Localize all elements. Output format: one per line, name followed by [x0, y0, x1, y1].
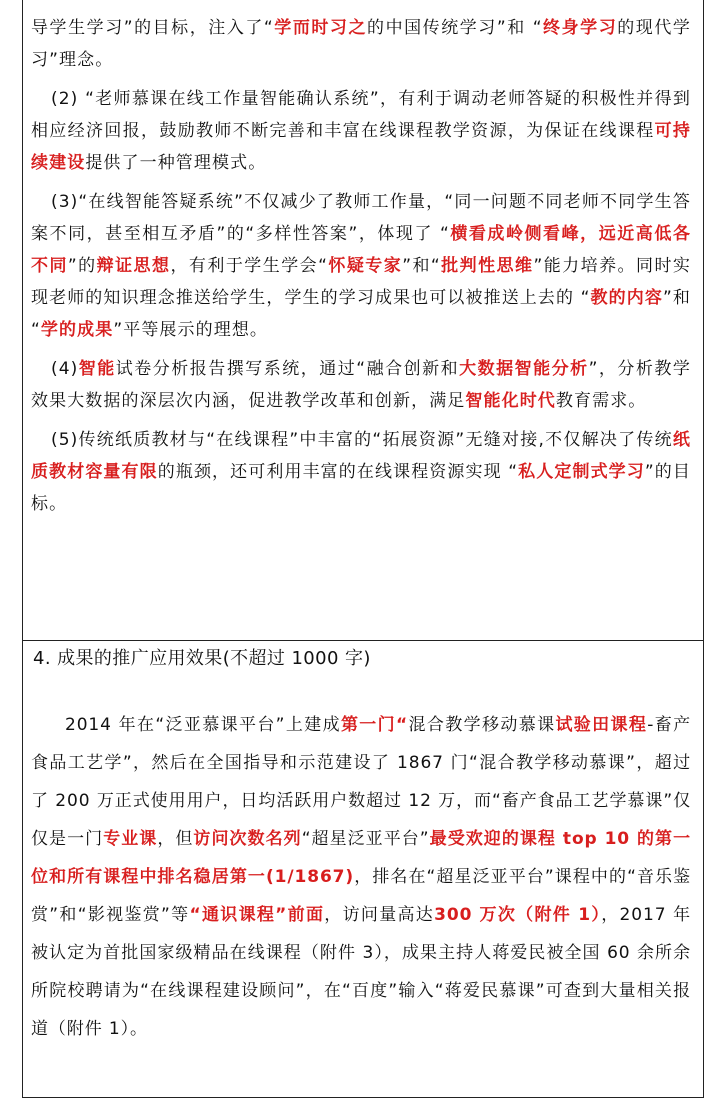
section-divider	[22, 640, 703, 641]
highlighted-phrase: 最受欢迎的课程 top 10 的第一位和所有课程中排名稳居第一(1/1867)	[31, 829, 691, 887]
highlighted-phrase: 终身学习	[542, 18, 618, 38]
highlighted-phrase: 300 万次（附件 1）	[434, 905, 602, 925]
section-heading: 4. 成果的推广应用效果(不超过 1000 字)	[33, 648, 371, 669]
highlighted-phrase: 可持续建设	[31, 121, 692, 173]
highlighted-phrase: 纸质教材容量有限	[31, 430, 691, 482]
highlighted-phrase: 辩证思想	[96, 256, 171, 276]
section-promotion	[31, 706, 691, 1048]
paragraph-exam-analysis: (4)智能试卷分析报告撰写系统，通过“融合创新和大数据智能分析”，分析教学效果大数据的深层次内涵，促进教学改革和创新，满足智能化时代教育需求。	[31, 359, 691, 411]
paragraph-workload-system: (2) “老师慕课在线工作量智能确认系统”，有利于调动老师答疑的积极性并得到相应经济回报，鼓励教师不断完善和丰富在线课程教学资源，为保证在线课程可持续建设提供了一种管理模式。	[31, 89, 692, 173]
highlighted-phrase: 教的内容	[590, 288, 663, 308]
highlighted-phrase: 私人定制式学习	[518, 462, 645, 482]
highlighted-phrase: 智能	[78, 359, 116, 379]
paragraph-qa-system: (3)“在线智能答疑系统”不仅减少了教师工作量，“同一问题不同老师不同学生答案不同，甚至相互矛盾”的“多样性答案”，体现了 “横看成岭侧看峰，远近高低各不同”的辩证思想，有利于学生学会“怀疑专家”和“批判性思维”能力培养。同时实现老师的知识理念推送给学生，学生的学习成果也可以被推送上去的 “教的内容”和 “学的成果”平等展示的理想。	[31, 192, 691, 340]
highlighted-phrase: 学而时习之	[273, 18, 368, 38]
section-innovation	[31, 12, 691, 527]
paragraph-textbook: (5)传统纸质教材与“在线课程”中丰富的“拓展资源”无缝对接,不仅解决了传统纸质教材容量有限的瓶颈，还可利用丰富的在线课程资源实现 “私人定制式学习”的目标。	[31, 430, 692, 514]
highlighted-phrase: 怀疑专家	[328, 256, 403, 276]
highlighted-phrase: 第一门“	[340, 715, 409, 735]
highlighted-phrase: 大数据智能分析	[459, 359, 589, 379]
paragraph-goal-continued: 导学生学习”的目标，注入了“学而时习之的中国传统学习”和 “终身学习的现代学习”理念。	[31, 18, 691, 70]
highlighted-phrase: 智能化时代	[465, 391, 556, 411]
highlighted-phrase: 批判性思维	[440, 256, 534, 276]
highlighted-phrase: 试验田课程	[555, 715, 648, 735]
paragraph-promotion: 2014 年在“泛亚慕课平台”上建成第一门“混合教学移动慕课试验田课程-畜产食品工艺学”，然后在全国指导和示范建设了 1867 门“混合教学移动慕课”，超过了 200 万正式使用用户，日均活跃用户数超过 12 万，而“畜产食品工艺学慕课”仅仅是一门专业课，但访问次数名列“超星泛亚平台”最受欢迎的课程 top 10 的第一位和所有课程中排名稳居第一(1/1867)，排名在“超星泛亚平台”课程中的“音乐鉴赏”和“影视鉴赏”等“通识课程”前面，访问量高达300 万次（附件 1），2017 年被认定为首批国家级精品在线课程（附件 3），成果主持人蒋爱民被全国 60 余所余所院校聘请为“在线课程建设顾问”，在“百度”输入“蒋爱民慕课”可查到大量相关报道（附件 1）。	[31, 715, 692, 1039]
highlighted-phrase: 专业课	[103, 829, 158, 849]
highlighted-phrase: 访问次数名列	[193, 829, 302, 849]
highlighted-phrase: “通识课程”前面	[189, 905, 325, 925]
highlighted-phrase: 横看成岭侧看峰，远近高低各不同	[31, 224, 691, 276]
table-bottom-border	[22, 1097, 703, 1098]
highlighted-phrase: 学的成果	[40, 320, 114, 340]
